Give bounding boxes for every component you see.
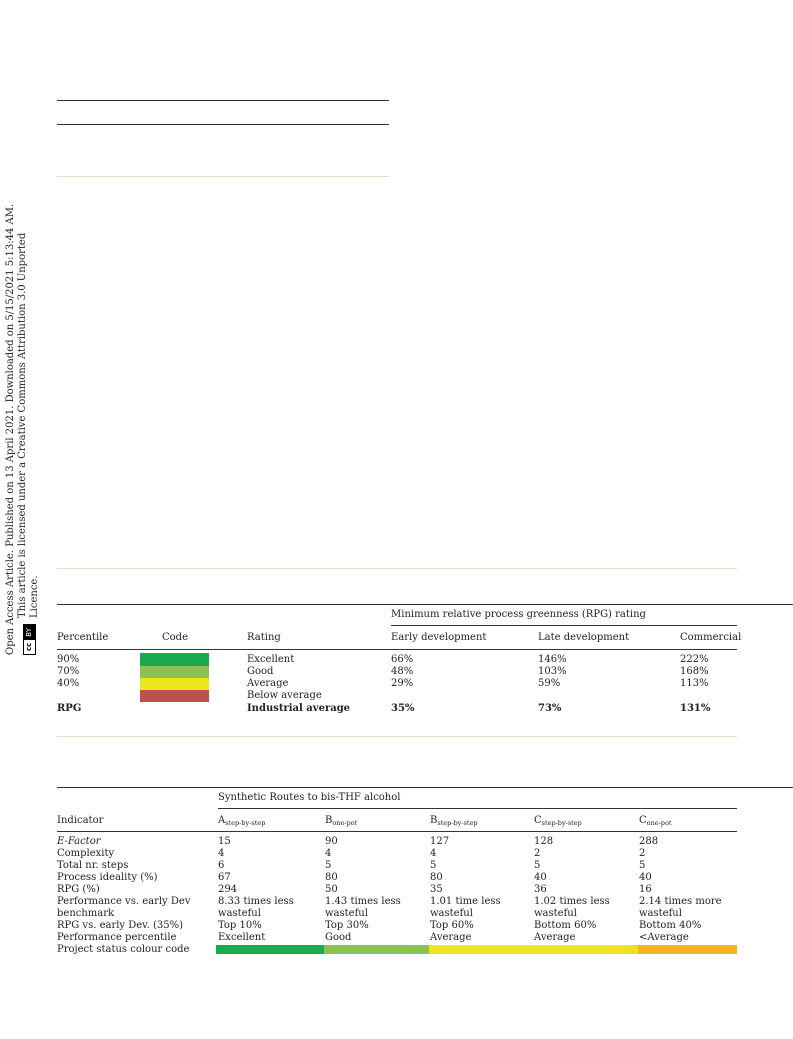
row-value: 90	[325, 836, 338, 847]
row-value: 6	[218, 860, 225, 871]
table1-bottom-rule	[57, 736, 737, 737]
row-percentile: 70%	[57, 666, 80, 677]
route-header-b-step	[430, 815, 478, 829]
open-access-line: Open Access Article. Published on 13 April 2021. Downloaded on 5/15/2021 5:13:44 AM.	[5, 203, 16, 655]
row-value: 8.33 times less	[218, 896, 294, 907]
route-header-c-onepot	[639, 815, 672, 829]
row-value: wasteful	[325, 908, 368, 919]
header-percentile: Percentile	[57, 632, 109, 643]
table1-head-rule	[57, 604, 793, 605]
row-label: Performance vs. early Dev	[57, 896, 191, 907]
route-letter: B	[430, 815, 438, 826]
row-early: 66%	[391, 654, 414, 665]
row-value: 294	[218, 884, 238, 895]
row-late: 103%	[538, 666, 567, 677]
row-label: Performance percentile	[57, 932, 177, 943]
row-value: 4	[218, 848, 225, 859]
route-letter: A	[218, 815, 226, 826]
route-subscript: one-pot	[646, 819, 672, 827]
row-label: RPG (%)	[57, 884, 100, 895]
row-value: 15	[218, 836, 231, 847]
row-value: 1.43 times less	[325, 896, 401, 907]
row-label-efactor	[57, 836, 101, 848]
row-value: wasteful	[218, 908, 261, 919]
row-value: Bottom 40%	[639, 920, 702, 931]
row-value: 67	[218, 872, 231, 883]
header-late-development: Late development	[538, 632, 630, 643]
header-rating: Rating	[247, 632, 281, 643]
table2-top-rule	[57, 787, 793, 788]
row-value: 36	[534, 884, 547, 895]
summary-early: 35%	[391, 703, 415, 714]
row-value: 40	[534, 872, 547, 883]
row-early: 29%	[391, 678, 414, 689]
row-commercial: 113%	[680, 678, 709, 689]
row-commercial: 222%	[680, 654, 709, 665]
status-bar-b-onepot	[324, 945, 429, 954]
summary-commercial: 131%	[680, 703, 711, 714]
row-value: Average	[534, 932, 576, 943]
table1-column-rule	[57, 649, 737, 650]
license-side-notice	[5, 195, 40, 655]
route-letter: B	[325, 815, 333, 826]
route-letter: C	[639, 815, 647, 826]
row-label: Total nr. steps	[57, 860, 129, 871]
row-value: 5	[639, 860, 646, 871]
table1-top-rule	[57, 568, 737, 569]
code-swatch-average	[140, 678, 209, 690]
row-value: 16	[639, 884, 652, 895]
row-value: 4	[325, 848, 332, 859]
row-commercial: 168%	[680, 666, 709, 677]
row-value: 1.01 time less	[430, 896, 501, 907]
code-swatch-below-average	[140, 690, 209, 702]
row-value: wasteful	[430, 908, 473, 919]
row-value: 128	[534, 836, 554, 847]
row-value: Excellent	[218, 932, 266, 943]
summary-rating: Industrial average	[247, 703, 351, 714]
row-value: 5	[430, 860, 437, 871]
route-header-b-onepot	[325, 815, 357, 829]
row-label: Complexity	[57, 848, 115, 859]
row-value: 80	[430, 872, 443, 883]
status-bar-b-step	[429, 945, 533, 954]
row-value: Good	[325, 932, 352, 943]
route-subscript: step-by-step	[225, 819, 266, 827]
table1-group-header: Minimum relative process greenness (RPG) rating	[391, 609, 646, 620]
table1-group-rule	[391, 625, 737, 626]
row-value: 5	[325, 860, 332, 871]
header-early-development: Early development	[391, 632, 487, 643]
header-code: Code	[162, 632, 188, 643]
route-header-a-step	[218, 815, 265, 829]
row-value: Top 30%	[325, 920, 369, 931]
row-value: 2	[639, 848, 646, 859]
row-early: 48%	[391, 666, 414, 677]
row-value: wasteful	[639, 908, 682, 919]
row-rating: Good	[247, 666, 274, 677]
table2-column-rule	[57, 831, 737, 832]
header-indicator: Indicator	[57, 815, 104, 826]
row-label-text: E-Factor	[57, 836, 101, 847]
row-value: wasteful	[534, 908, 577, 919]
row-value: <Average	[639, 932, 689, 943]
row-label: benchmark	[57, 908, 115, 919]
table2-group-rule	[218, 808, 737, 809]
by-badge-text: BY	[24, 625, 35, 640]
row-rating: Average	[247, 678, 289, 689]
route-subscript: step-by-step	[437, 819, 478, 827]
table2-group-header: Synthetic Routes to bis-THF alcohol	[218, 792, 401, 803]
route-header-c-step	[534, 815, 582, 829]
top-rule-2	[57, 124, 389, 125]
row-value: Top 60%	[430, 920, 474, 931]
status-bar-a-step	[216, 945, 324, 954]
row-label: RPG vs. early Dev. (35%)	[57, 920, 184, 931]
route-subscript: step-by-step	[541, 819, 582, 827]
row-value: 35	[430, 884, 443, 895]
row-value: 1.02 times less	[534, 896, 610, 907]
status-label: Project status colour code	[57, 944, 190, 955]
row-value: 4	[430, 848, 437, 859]
summary-late: 73%	[538, 703, 562, 714]
cc-badge-text: cc	[24, 640, 35, 654]
cc-by-badge-icon[interactable]	[23, 624, 36, 655]
row-value: 2.14 times more	[639, 896, 722, 907]
row-value: 2	[534, 848, 541, 859]
row-value: Top 10%	[218, 920, 262, 931]
row-value: Average	[430, 932, 472, 943]
row-value: 80	[325, 872, 338, 883]
row-value: 40	[639, 872, 652, 883]
row-late: 146%	[538, 654, 567, 665]
route-subscript: one-pot	[332, 819, 358, 827]
top-rule-1	[57, 100, 389, 101]
row-percentile: 90%	[57, 654, 80, 665]
license-text[interactable]: This article is licensed under a Creative Commons Attribution 3.0 Unported Licence.	[17, 232, 40, 618]
row-value: 288	[639, 836, 659, 847]
route-letter: C	[534, 815, 542, 826]
row-value: 127	[430, 836, 450, 847]
code-swatch-good	[140, 666, 209, 678]
row-label: Process ideality (%)	[57, 872, 158, 883]
status-bar-c-onepot	[638, 945, 737, 954]
row-rating: Excellent	[247, 654, 295, 665]
row-value: 5	[534, 860, 541, 871]
summary-label: RPG	[57, 703, 82, 714]
license-line	[17, 195, 41, 655]
header-commercial: Commercial	[680, 632, 742, 643]
row-percentile: 40%	[57, 678, 80, 689]
status-bar-c-step	[533, 945, 638, 954]
top-rule-3	[57, 176, 389, 177]
row-late: 59%	[538, 678, 561, 689]
row-value: 50	[325, 884, 338, 895]
row-value: Bottom 60%	[534, 920, 597, 931]
code-swatch-excellent	[140, 653, 209, 666]
row-rating: Below average	[247, 690, 322, 701]
